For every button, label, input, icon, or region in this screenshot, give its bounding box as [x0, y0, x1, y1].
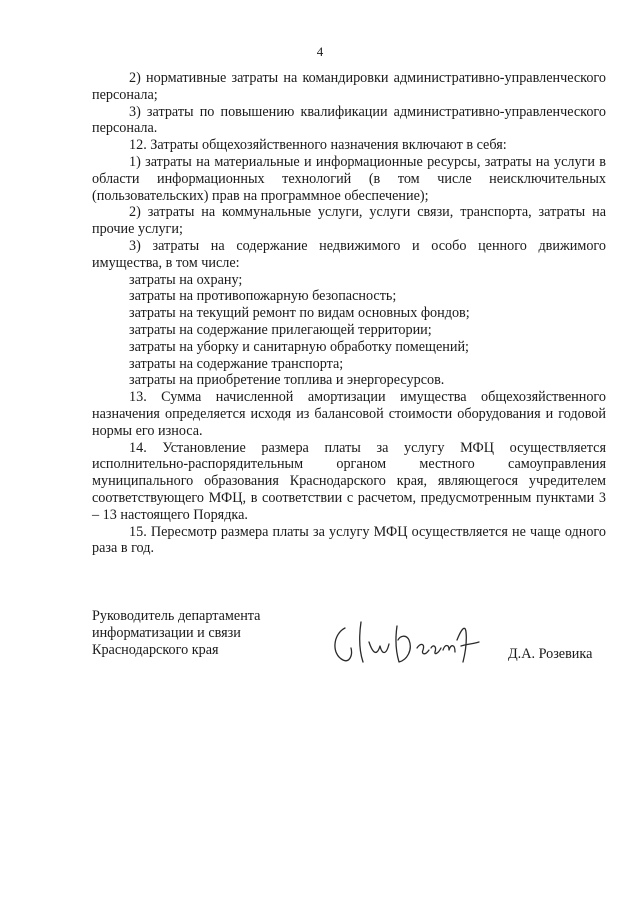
document-body — [92, 70, 606, 557]
list-item: затраты на охрану; — [129, 271, 243, 288]
paragraph: 13. Сумма начисленной амортизации имущества общехозяйственного назначения определяется исходя из балансовой стоимости оборудования и годовой нормы его износа. — [92, 389, 606, 439]
signer-position — [92, 608, 322, 658]
list-item: затраты на противопожарную безопасность; — [129, 288, 397, 305]
list-item: затраты на содержание прилегающей территории; — [129, 321, 432, 338]
paragraph: 3) затраты по повышению квалификации административно-управленческого персонала. — [92, 103, 606, 137]
paragraph: 3) затраты на содержание недвижимого и особо ценного движимого имущества, в том числе: — [92, 237, 606, 271]
list-item: затраты на уборку и санитарную обработку помещений; — [129, 338, 469, 355]
paragraph: 2) нормативные затраты на командировки административно-управленческого персонала; — [92, 70, 606, 103]
paragraph: 12. Затраты общехозяйственного назначения включают в себя: — [129, 137, 507, 154]
paragraph: 2) затраты на коммунальные услуги, услуги связи, транспорта, затраты на прочие услуги; — [92, 204, 606, 238]
paragraph: 1) затраты на материальные и информационные ресурсы, затраты на услуги в области информационных технологий (в том числе неисключительных (пользовательских) прав на программное обеспечение); — [92, 153, 606, 204]
signer-position-line: Краснодарского края — [92, 641, 219, 658]
list-item: затраты на текущий ремонт по видам основных фондов; — [129, 305, 470, 322]
signer-position-line: информатизации и связи — [92, 624, 241, 641]
signer-position-line: Руководитель департамента — [92, 608, 261, 624]
list-item: затраты на содержание транспорта; — [129, 355, 344, 372]
paragraph: 14. Установление размера платы за услугу МФЦ осуществляется исполнительно-распорядительным органом местного самоуправления муниципального образования Краснодарского края, являющегося учредителем соответствующего МФЦ, в соответствии с расчетом, предусмотренным пунктами 3 – 13 настоящего Порядка. — [92, 439, 606, 523]
handwritten-signature — [325, 610, 490, 670]
signer-name: Д.А. Розевика — [508, 646, 593, 662]
page-number: 4 — [316, 44, 324, 59]
paragraph: 15. Пересмотр размера платы за услугу МФЦ осуществляется не чаще одного раза в год. — [92, 523, 606, 557]
list-item: затраты на приобретение топлива и энергоресурсов. — [129, 372, 445, 389]
